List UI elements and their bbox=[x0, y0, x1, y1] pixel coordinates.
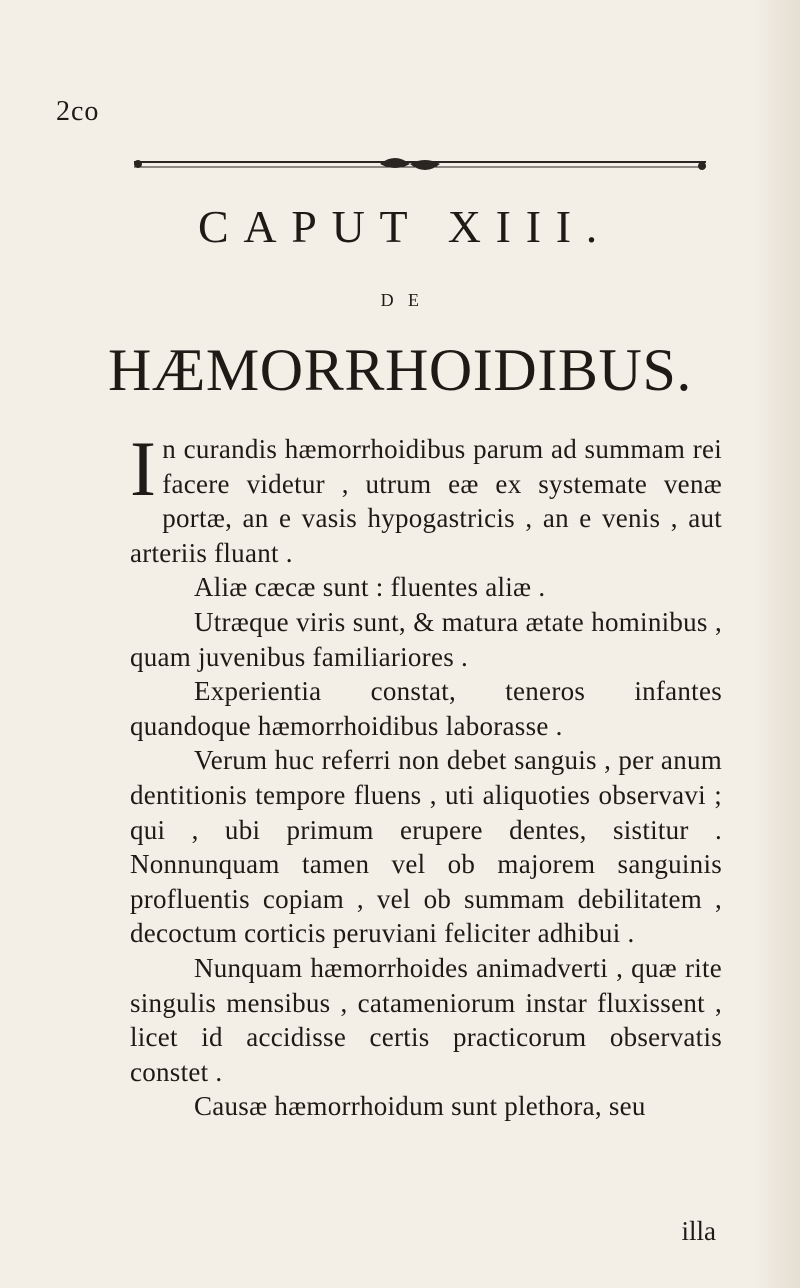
paragraph: Causæ hæmorrhoidum sunt plethora, seu bbox=[194, 1091, 646, 1122]
chapter-heading: CAPUT XIII. bbox=[197, 201, 613, 252]
chapter-subject: HÆMORRHOIDIBUS. bbox=[107, 337, 693, 403]
paragraph bbox=[130, 425, 722, 570]
paragraph: Aliæ cæcæ sunt : fluentes aliæ . bbox=[194, 572, 546, 603]
drop-cap: I bbox=[130, 425, 157, 512]
paragraph: Verum huc referri non debet sanguis , per anum dentitionis tempore fluens , uti aliquoties observavi ; qui , ubi primum erupere dentes, sistitur . Nonnunquam tamen vel ob majorem sanguinis profluentis copiam , vel ob summam debilitatem , decoctum corticis peruviani feliciter adhibui . bbox=[130, 745, 722, 949]
page-edge-shadow bbox=[754, 0, 800, 1288]
paragraph: Utræque viris sunt, & matura ætate hominibus , quam juvenibus familiariores . bbox=[130, 606, 722, 672]
ornamental-rule bbox=[130, 152, 710, 176]
paragraph-text: n curandis hæmorrhoidibus parum ad summam rei facere videtur , utrum eæ ex systemate venæ portæ, an e vasis hypogastricis , an e venis , aut arteriis fluant . bbox=[130, 434, 722, 568]
catchword: illa bbox=[681, 1216, 716, 1246]
paragraph: Experientia constat, teneros infantes quandoque hæmorrhoidibus laborasse . bbox=[130, 676, 722, 741]
chapter-de: DE bbox=[380, 290, 434, 310]
paragraph: Nunquam hæmorrhoides animadverti , quæ rite singulis mensibus , catameniorum instar fluxissent , licet id accidisse certis practicorum observatis constet . bbox=[130, 952, 722, 1087]
body-text bbox=[130, 425, 722, 1124]
page-number: 2co bbox=[56, 96, 100, 127]
